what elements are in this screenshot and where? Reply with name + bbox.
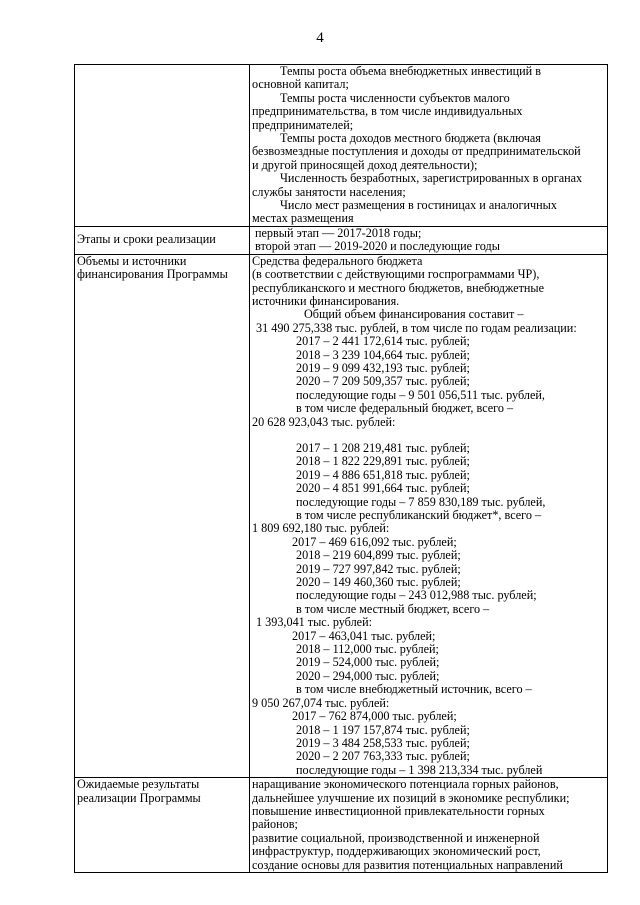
text-line: районов; bbox=[252, 817, 298, 832]
text-line: последующие годы – 243 012,988 тыс. рублей; bbox=[296, 588, 537, 603]
text-line: 2017 – 762 874,000 тыс. рублей; bbox=[292, 709, 457, 724]
text-line: 2020 – 7 209 509,357 тыс. рублей; bbox=[296, 374, 470, 389]
text-line: 2018 – 1 197 157,874 тыс. рублей; bbox=[296, 722, 470, 737]
row-label bbox=[75, 65, 250, 227]
results-label-line: реализации Программы bbox=[77, 790, 201, 805]
text-line: 2020 – 4 851 991,664 тыс. рублей; bbox=[296, 481, 470, 496]
financing-label-line: Объемы и источники bbox=[77, 253, 187, 268]
text-line: 2020 – 2 207 763,333 тыс. рублей; bbox=[296, 749, 470, 764]
text-line: источники финансирования. bbox=[252, 293, 400, 308]
text-line: республиканского и местного бюджетов, внебюджетные bbox=[252, 280, 545, 295]
text-line: в том числе федеральный бюджет, всего – bbox=[296, 401, 514, 416]
row-label bbox=[75, 226, 250, 254]
text-line: последующие годы – 1 398 213,334 тыс. рублей bbox=[296, 762, 543, 777]
row-content bbox=[250, 778, 608, 873]
table-row-results bbox=[75, 778, 608, 873]
text-line: Число мест размещения в гостиницах и аналогичных bbox=[280, 198, 557, 213]
row-content bbox=[250, 65, 608, 227]
text-line: 2018 – 112,000 тыс. рублей; bbox=[296, 642, 439, 657]
text-line: 2018 – 219 604,899 тыс. рублей; bbox=[296, 548, 461, 563]
text-line: развитие социальной, производственной и инженерной bbox=[252, 830, 540, 845]
financing-label-line: финансирования Программы bbox=[77, 267, 228, 282]
text-line: 20 628 923,043 тыс. рублей: bbox=[252, 414, 396, 429]
results-label-line: Ожидаемые результаты bbox=[77, 777, 200, 792]
text-line: местах размещения bbox=[252, 211, 354, 226]
text-line: последующие годы – 7 859 830,189 тыс. рублей, bbox=[296, 494, 546, 509]
text-line: 2019 – 9 099 432,193 тыс. рублей; bbox=[296, 360, 470, 375]
text-line: 2020 – 149 460,360 тыс. рублей; bbox=[296, 575, 461, 590]
text-line: инфраструктур, поддерживающих экономический рост, bbox=[252, 844, 541, 859]
text-line: повышение инвестиционной привлекательности горных bbox=[252, 803, 545, 818]
text-line: дальнейшее улучшение их позиций в экономике республики; bbox=[252, 790, 570, 805]
stages-label: Этапы и сроки реализации bbox=[77, 231, 216, 246]
text-line: Темпы роста численности субъектов малого bbox=[280, 90, 510, 105]
text-line: предпринимательства, в том числе индивидуальных bbox=[252, 104, 523, 119]
text-line: и другой приносящей доход деятельности); bbox=[252, 157, 478, 172]
text-line: 2020 – 294,000 тыс. рублей; bbox=[296, 668, 440, 683]
text-line: 1 809 692,180 тыс. рублей: bbox=[252, 521, 390, 536]
text-line: 2018 – 1 822 229,891 тыс. рублей; bbox=[296, 454, 470, 469]
text-line: Темпы роста объема внебюджетных инвестиций в bbox=[280, 64, 541, 78]
row-label bbox=[75, 778, 250, 873]
text-line: Общий объем финансирования составит – bbox=[304, 307, 524, 322]
text-line: наращивание экономического потенциала горных районов, bbox=[252, 777, 559, 792]
row-content bbox=[250, 226, 608, 254]
text-line: 2019 – 727 997,842 тыс. рублей; bbox=[296, 561, 461, 576]
text-line: 31 490 275,338 тыс. рублей, в том числе по годам реализации: bbox=[256, 320, 577, 335]
text-line: первый этап — 2017-2018 годы; bbox=[255, 225, 422, 240]
text-line: в том числе местный бюджет, всего – bbox=[296, 601, 490, 616]
text-line: в том числе республиканский бюджет*, всего – bbox=[296, 508, 542, 522]
text-line: 2017 – 463,041 тыс. рублей; bbox=[292, 628, 436, 643]
page-number: 4 bbox=[316, 30, 324, 46]
text-line: безвозмездные поступления и доходы от предпринимательской bbox=[252, 144, 581, 159]
text-line: 2019 – 3 484 258,533 тыс. рублей; bbox=[296, 735, 470, 750]
text-line: создание основы для развития потенциальных направлений bbox=[252, 857, 563, 872]
text-line: второй этап — 2019-2020 и последующие годы bbox=[255, 239, 500, 254]
text-line: 2017 – 469 616,092 тыс. рублей; bbox=[292, 534, 457, 549]
text-line: 1 393,041 тыс. рублей: bbox=[256, 615, 372, 630]
text-line: предпринимателей; bbox=[252, 117, 354, 132]
text-line: последующие годы – 9 501 056,511 тыс. рублей, bbox=[296, 387, 545, 402]
table-row-financing bbox=[75, 254, 608, 777]
text-line: в том числе внебюджетный источник, всего – bbox=[296, 682, 532, 697]
text-line: 2019 – 4 886 651,818 тыс. рублей; bbox=[296, 467, 470, 482]
text-line: основной капитал; bbox=[252, 77, 349, 92]
text-line: Средства федерального бюджета bbox=[252, 253, 423, 268]
row-content bbox=[250, 254, 608, 777]
row-label bbox=[75, 254, 250, 777]
text-line: 2017 – 2 441 172,614 тыс. рублей; bbox=[296, 334, 470, 349]
table-row-stages bbox=[75, 226, 608, 254]
text-line: (в соответствии с действующими госпрограммами ЧР), bbox=[252, 267, 540, 282]
table-row-indicators bbox=[75, 65, 608, 227]
text-line: 2019 – 524,000 тыс. рублей; bbox=[296, 655, 440, 670]
text-line: 2018 – 3 239 104,664 тыс. рублей; bbox=[296, 347, 470, 362]
passport-table bbox=[74, 64, 608, 873]
text-line: службы занятости населения; bbox=[252, 184, 406, 199]
text-line: Темпы роста доходов местного бюджета (включая bbox=[280, 131, 541, 146]
text-line: 9 050 267,074 тыс. рублей: bbox=[252, 695, 390, 710]
text-line: Численность безработных, зарегистрированных в органах bbox=[280, 171, 583, 186]
text-line: 2017 – 1 208 219,481 тыс. рублей; bbox=[296, 440, 470, 455]
